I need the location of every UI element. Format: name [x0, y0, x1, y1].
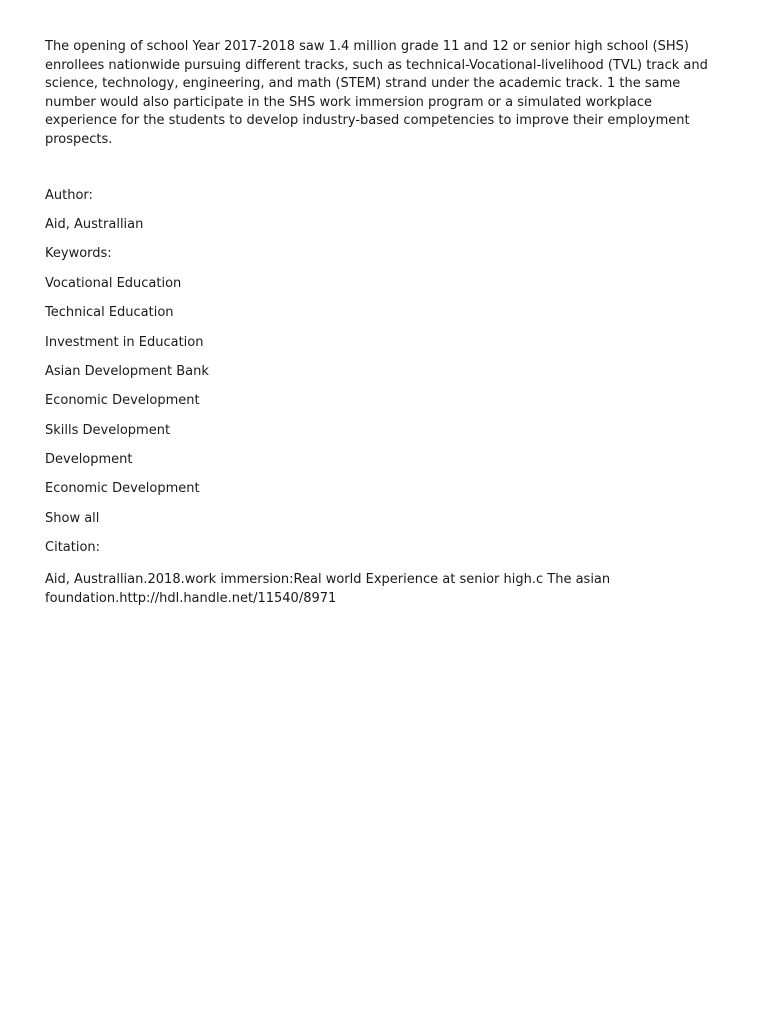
- keyword-item: Economic Development: [45, 393, 200, 409]
- metadata-section: [45, 188, 708, 608]
- keyword-item: Asian Development Bank: [45, 363, 209, 379]
- keyword-item: Investment in Education: [45, 334, 204, 350]
- author-name: Aid, Australlian: [45, 216, 144, 232]
- keywords-label: Keywords:: [45, 246, 112, 262]
- keyword-item: Skills Development: [45, 422, 171, 438]
- author-label: Author:: [45, 187, 93, 203]
- show-all-link[interactable]: Show all: [45, 510, 100, 526]
- keyword-item: Economic Development: [45, 481, 200, 497]
- citation-text: [45, 570, 645, 608]
- citation-label: Citation:: [45, 540, 101, 556]
- citation-line: foundation.http://hdl.handle.net/11540/8971: [45, 590, 337, 606]
- keyword-item: Technical Education: [45, 305, 174, 321]
- intro-paragraph: The opening of school Year 2017-2018 saw 1.4 million grade 11 and 12 or senior high school (SHS) enrollees nationwide pursuing different tracks, such as technical-Vocational-livelihood (TVL) track and science, technology, engineering, and math (STEM) strand under the academic track. 1 the same number would also participate in the SHS work immersion program or a simulated workplace experience for the students to develop industry-based competencies to improve their employment prospects.: [45, 39, 708, 147]
- keyword-item: Vocational Education: [45, 275, 182, 291]
- keyword-item: Development: [45, 452, 133, 468]
- citation-line: Aid, Australlian.2018.work immersion:Real world Experience at senior high.c The asian: [45, 571, 611, 587]
